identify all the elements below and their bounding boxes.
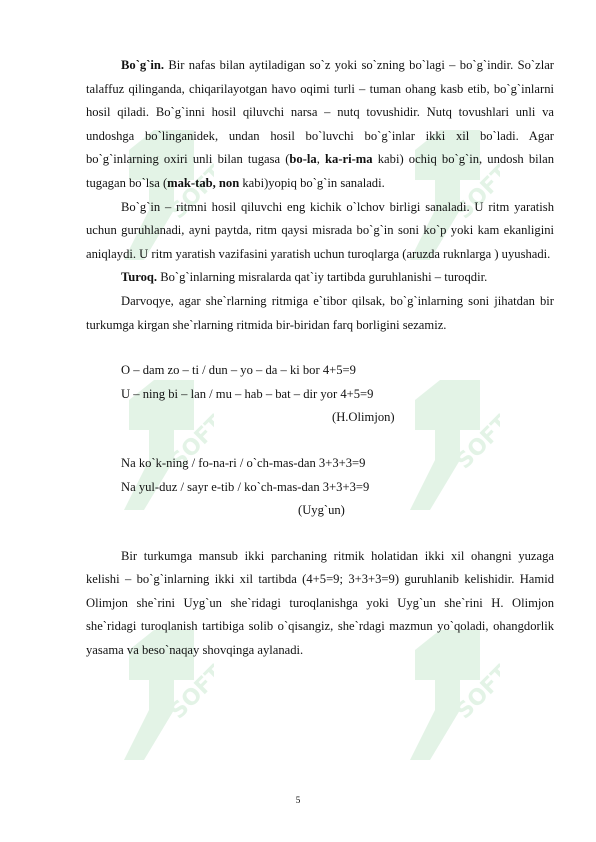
paragraph-text: kabi) ochiq bo`g`in, undosh bilan tugagan bo`lsa ( — [86, 152, 555, 190]
paragraph-conclusion: Bir turkumga mansub ikki parchaning ritmik holatidan ikki xil ohangni yuzaga kelishi – bo`g`inlarning ikki xil tartibda (4+5=9; 3+3+3=9) guruhlanib kelishidir. Hamid Olimjon she`rini Uyg`un she`ridagi turoqlanishga yoki Uyg`un she`rini H. Olimjon she`ridagi turoqlanish tartibiga solib o`qisangiz, she`rdagi mazmun yo`qoladi, ohangdorlik yasama va beso`naqay shovqinga aylanadi. — [86, 548, 554, 658]
verse-line: Na yul-duz / sayr e-tib / ko`ch-mas-dan 3+3+3=9 — [121, 479, 370, 494]
verse-author: (Uyg`un) — [298, 503, 345, 518]
paragraph-text: Bo`g`inlarning misralarda qat`iy tartibda guruhlanishi – turoqdir. — [157, 270, 488, 285]
watermark-text: SOFT — [451, 160, 500, 225]
watermark-text: SOFT — [451, 410, 500, 475]
paragraph-darvoqye: Darvoqye, agar she`rlarning ritmiga e`tibor qilsak, bo`g`inlarning soni jihatdan bir turkumga kirgan she`rlarning ritmida bir-biridan farq borligini sezamiz. — [86, 293, 554, 332]
paragraph-text: , — [316, 152, 326, 167]
watermark-text: SOFT — [165, 410, 214, 475]
paragraph-syllable — [86, 54, 554, 196]
example-open-1: bo-la — [289, 152, 317, 167]
example-open-2: ka-ri-ma — [325, 152, 373, 167]
watermark-text: SOFT — [165, 660, 214, 725]
verse-line: O – dam zo – ti / dun – yo – da – ki bor 4+5=9 — [121, 363, 356, 378]
paragraph-text: kabi)yopiq bo`g`in sanaladi. — [239, 175, 385, 190]
verse-author: (H.Olimjon) — [332, 410, 395, 425]
page-number: 5 — [295, 796, 301, 806]
watermark-text: SOFT — [165, 160, 214, 225]
spacer — [86, 523, 554, 545]
term-turoq: Turoq. — [121, 270, 158, 285]
paragraph-rhythm: Bo`g`in – ritmni hosil qiluvchi eng kichik o`lchov birligi sanaladi. U ritm yaratish uchun guruhlanadi, ayni paytda, ritm qaysi misrada bo`g`in soni ko`p yoki kam ekanligini aniqlaydi. U ritm yaratish vazifasini yaratish uchun turoqlarga (aruzda ruknlarga ) uyushadi. — [86, 199, 554, 261]
term-syllable: Bo`g`in. — [121, 58, 165, 72]
paragraph-turoq — [86, 266, 554, 290]
verse-line: Na ko`k-ning / fo-na-ri / o`ch-mas-dan 3+3+3=9 — [121, 455, 366, 470]
verse-line: U – ning bi – lan / mu – hab – bat – dir yor 4+5=9 — [121, 386, 374, 401]
paragraph-text: Bir nafas bilan aytiladigan so`z yoki so`zning bo`lagi – bo`g`indir. So`zlar talaffuz qilinganda, chiqarilayotgan havo oqimi turli – tuman ohang kasb etib, bo`g`inlarni hosil qiladi. Bo`g`inni hosil qiluvchi narsa – nutq tovushidir. Nutq tovushlari unli va undoshga bo`linganidek, undan hosil bo`luvchi bo`g`inlar ikki xil bo`ladi. Agar bo`g`inlarning oxiri unli bilan tugasa ( — [86, 58, 554, 167]
example-closed: mak-tab, non — [167, 175, 240, 190]
spacer — [86, 337, 554, 359]
watermark-text: SOFT — [451, 660, 500, 725]
spacer — [86, 430, 554, 452]
page-body — [86, 54, 554, 663]
